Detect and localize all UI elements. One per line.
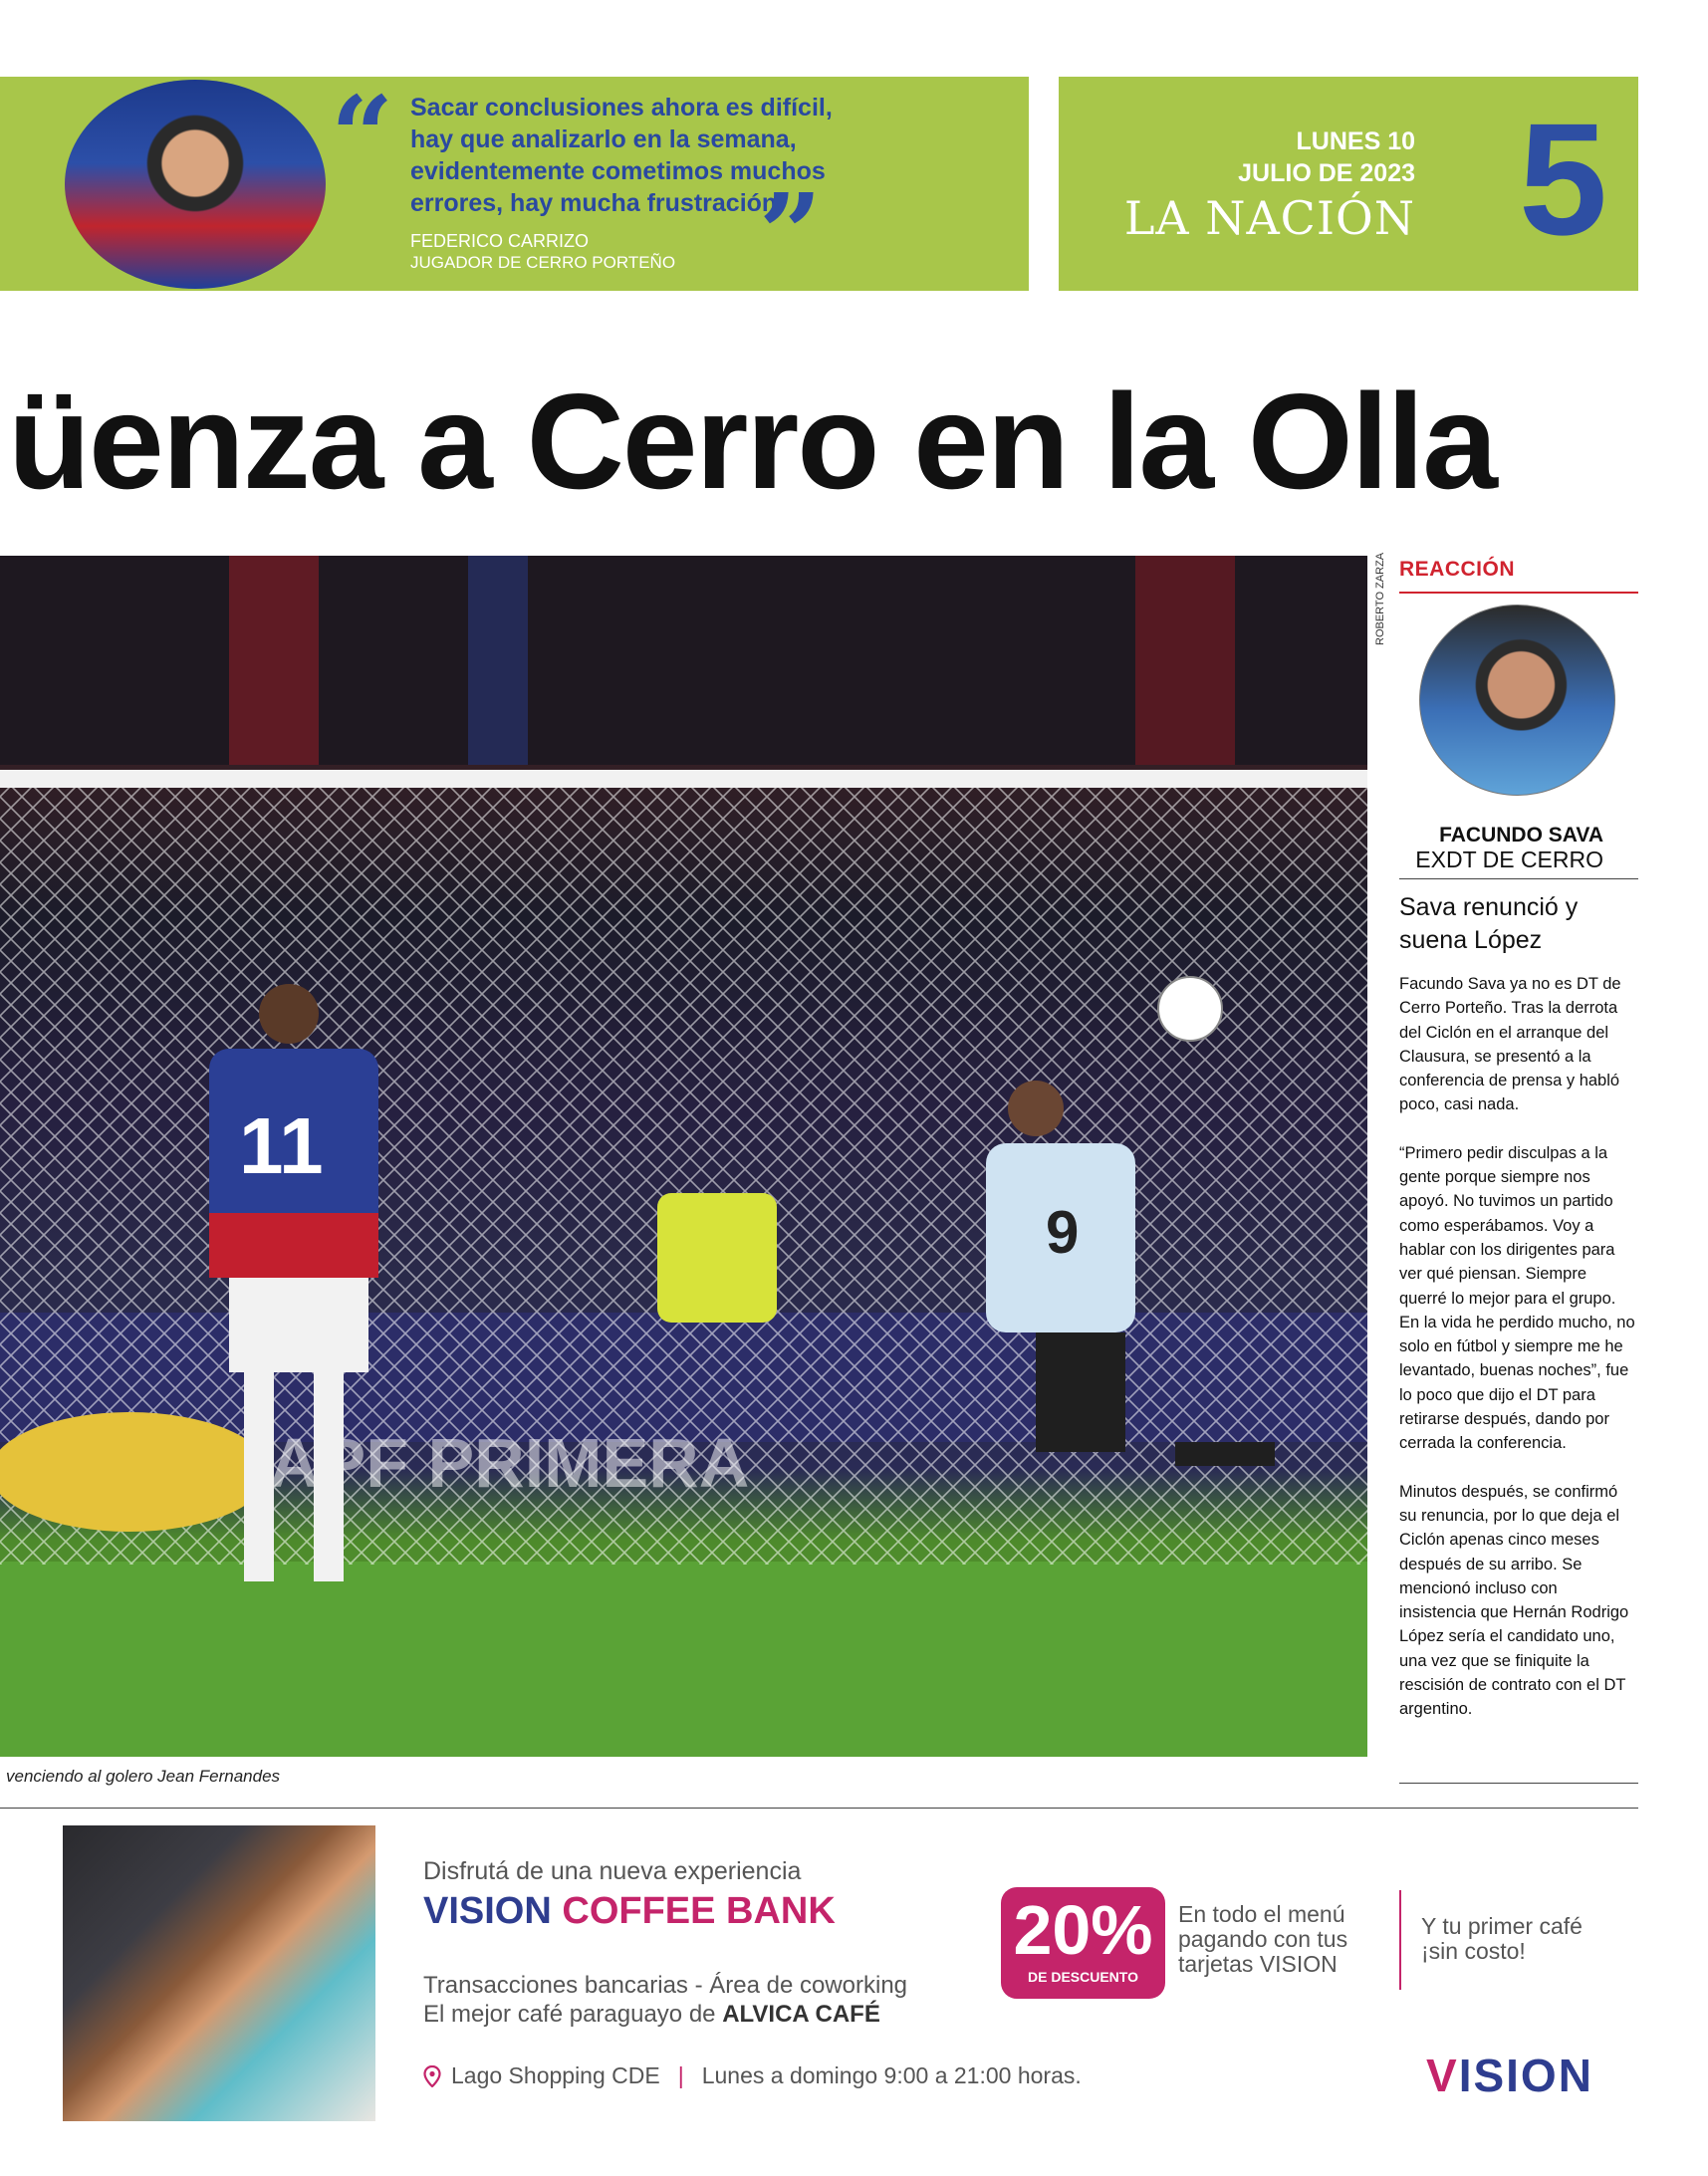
match-photo-illustration	[0, 556, 1367, 1757]
ad-photo	[63, 1825, 375, 2121]
ad-separator: |	[677, 2062, 684, 2088]
ad-kicker: Disfrutá de una nueva experiencia	[423, 1857, 802, 1885]
sidebar-body	[1399, 972, 1638, 1746]
ad-hours: Lunes a domingo 9:00 a 21:00 horas.	[701, 2062, 1082, 2088]
svg-text:11: 11	[239, 1101, 324, 1190]
sidebar-headline: Sava renunció y suena López	[1399, 893, 1579, 954]
page-headline: üenza a Cerro en la Olla	[8, 365, 1496, 517]
ad-feature-2-brand: ALVICA CAFÉ	[722, 2001, 880, 2028]
divider	[1399, 878, 1638, 879]
pull-quote-text: Sacar conclusiones ahora es difícil, hay que analizarlo en la semana, evidentemente cometimos muchos errores, hay mucha frustración	[410, 94, 833, 217]
ad-vertical-divider	[1399, 1890, 1401, 1990]
svg-text:9: 9	[1046, 1199, 1080, 1266]
discount-label: DE DESCUENTO	[1028, 1969, 1138, 1985]
ad-feature-2	[423, 2001, 880, 2029]
quote-author-role: JUGADOR DE CERRO PORTEÑO	[410, 253, 676, 272]
section-label: REACCIÓN	[1399, 558, 1516, 581]
body-paragraph: Facundo Sava ya no es DT de Cerro Porteño. Tras la derrota del Ciclón en el arranque del Clausura, se presentó a la conferencia de prensa y habló poco, casi nada.	[1399, 975, 1621, 1114]
issue-day: LUNES 10	[1296, 127, 1415, 155]
sava-portrait	[1419, 604, 1615, 796]
photo-credit-text: ROBERTO ZARZA	[1374, 552, 1386, 645]
quote-author: FEDERICO CARRIZO	[410, 231, 590, 251]
location-pin-icon	[423, 2065, 441, 2087]
person-name: FACUNDO SAVA	[1439, 824, 1603, 846]
newspaper-name: LA NACIÓN	[1123, 191, 1415, 245]
ad-feature-1: Transacciones bancarias - Área de coworking	[423, 1972, 908, 1999]
discount-badge	[1001, 1887, 1165, 1999]
vision-logo-v: V	[1426, 2050, 1459, 2101]
match-photo	[0, 556, 1367, 1757]
issue-month-year: JULIO DE 2023	[1238, 159, 1415, 187]
section-rule	[1399, 592, 1638, 594]
ad-feature-2-prefix: El mejor café paraguayo de	[423, 2001, 716, 2028]
ad-brand-part2: COFFEE BANK	[562, 1890, 836, 1932]
ad-location: Lago Shopping CDE	[451, 2062, 660, 2088]
ad-location-row	[423, 2062, 1082, 2089]
ad-menu-text: En todo el menú pagando con tus tarjetas VISION	[1178, 1901, 1348, 1977]
ad-brand-title	[423, 1890, 836, 1933]
ad-free-coffee: Y tu primer café ¡sin costo!	[1421, 1913, 1583, 1964]
photo-credit	[1372, 552, 1390, 647]
carrizo-portrait	[65, 80, 326, 289]
person-role: EXDT DE CERRO	[1415, 846, 1603, 872]
ad-brand-part1: VISION	[423, 1890, 552, 1932]
ad-divider	[0, 1808, 1638, 1809]
open-quote-icon: “	[331, 72, 394, 200]
close-quote-icon: ”	[759, 169, 823, 298]
body-paragraph: “Primero pedir disculpas a la gente porque siempre nos apoyó. No tuvimos un partido como esperábamos. Voy a hablar con los dirigentes para ver qué piensan. Siempre querré lo mejor para el grupo. En la vida he perdido mucho, no solo en fútbol y siempre me he levantado, buenas noches”, fue lo poco que dijo el DT para retirarse después, dando por cerrada la conferencia.	[1399, 1143, 1635, 1453]
divider	[1399, 1783, 1638, 1784]
body-paragraph: Minutos después, se confirmó su renuncia, por lo que deja el Ciclón apenas cinco meses después de su arribo. Se mencionó incluso con insistencia que Hernán Rodrigo López sería el candidato uno, una vez que se finiquite la rescisión de contrato con el DT argentino.	[1399, 1482, 1629, 1719]
page-number: 5	[1519, 90, 1607, 268]
discount-value: 20%	[1013, 1891, 1153, 1969]
vision-logo	[1426, 2049, 1593, 2102]
vision-logo-rest: ISION	[1458, 2050, 1593, 2101]
photo-caption: venciendo al golero Jean Fernandes	[6, 1767, 281, 1786]
